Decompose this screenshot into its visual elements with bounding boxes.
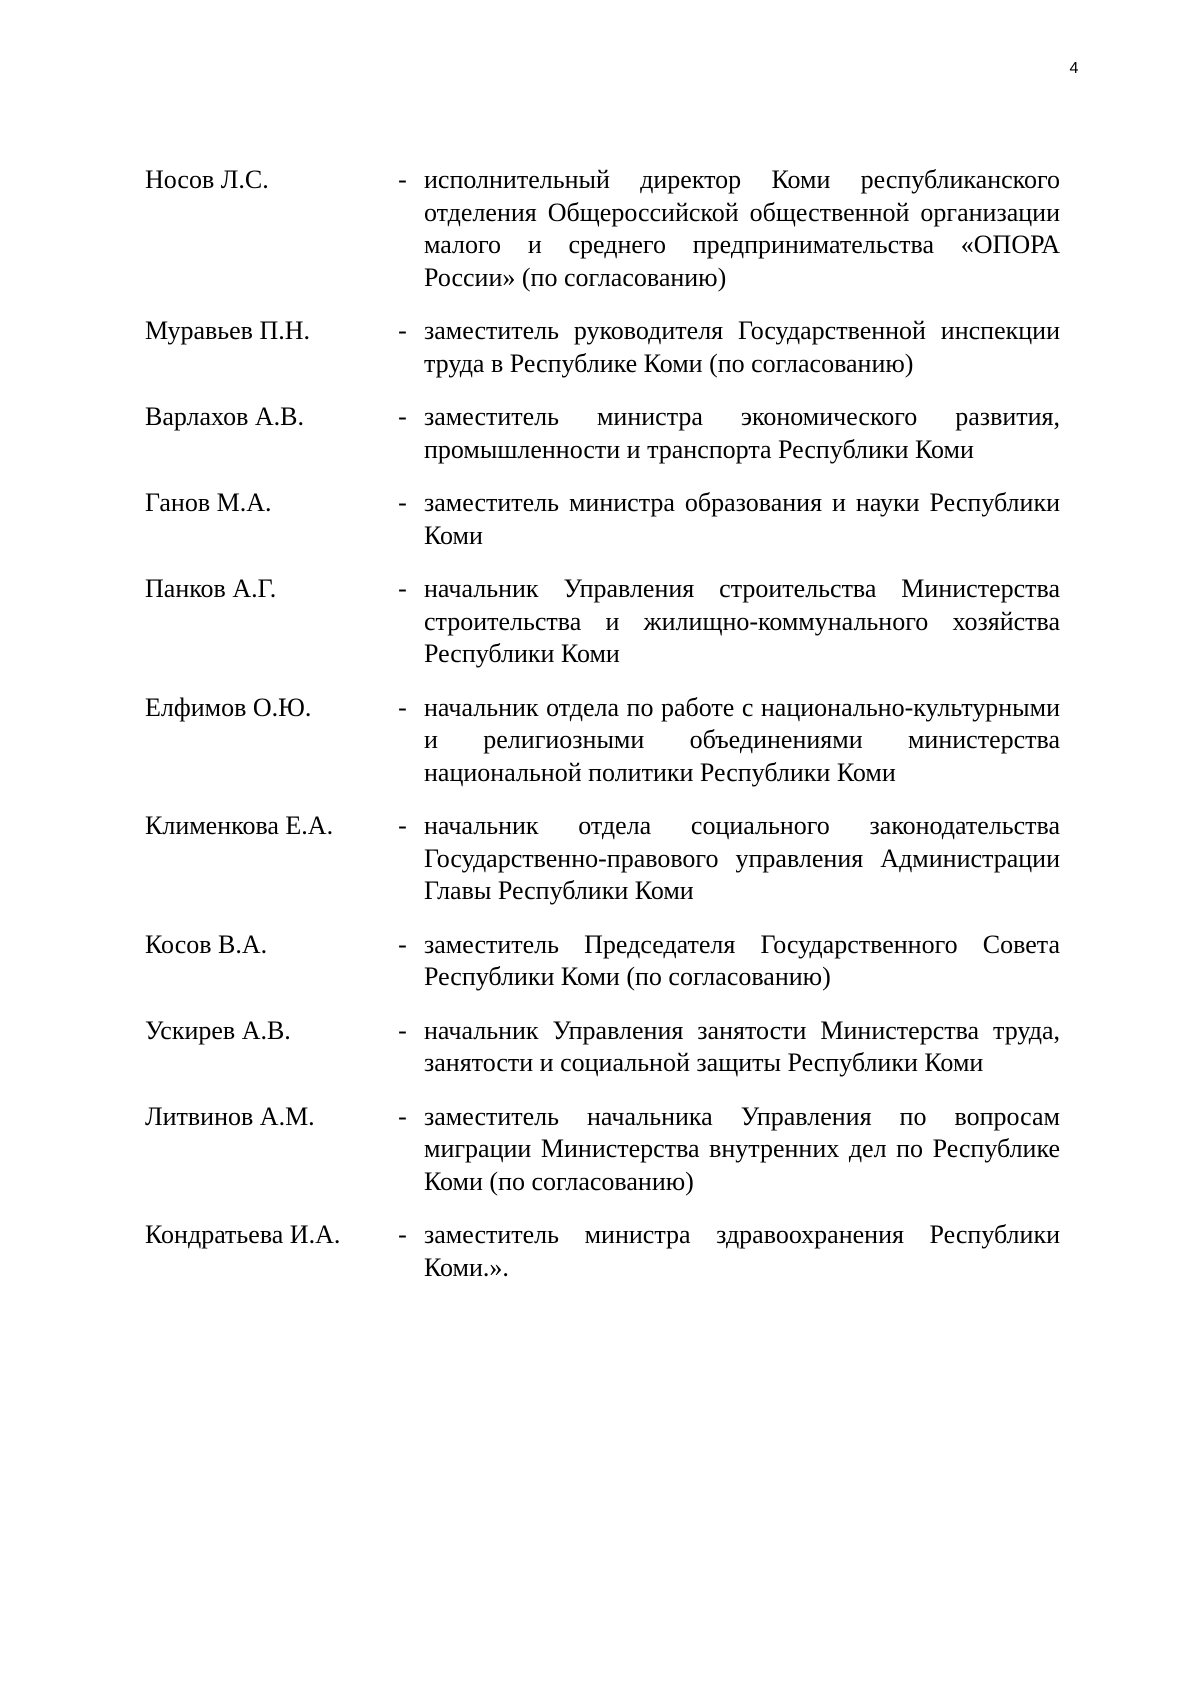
member-name: Муравьев П.Н.	[145, 316, 311, 345]
member-dash: -	[398, 1015, 407, 1045]
member-role: заместитель Председателя Государственного Совета Республики Коми (по согласованию)	[424, 929, 1060, 991]
member-name: Кондратьева И.А.	[145, 1220, 341, 1249]
list-item-ganov	[145, 487, 1060, 552]
list-item-klimenkova	[145, 810, 1060, 908]
list-item-varlakhov	[145, 401, 1060, 466]
list-item-nosov	[145, 164, 1060, 294]
member-dash: -	[398, 692, 407, 722]
member-dash: -	[398, 811, 407, 840]
member-role: заместитель начальника Управления по вопросам миграции Министерства внутренних дел по Республике Коми (по согласованию)	[424, 1101, 1060, 1196]
member-dash: -	[398, 316, 407, 345]
member-dash: -	[398, 488, 407, 517]
list-item-pankov	[145, 573, 1060, 671]
member-dash: -	[398, 574, 407, 603]
member-name: Ганов М.А.	[145, 488, 272, 517]
list-item-kondratyeva	[145, 1219, 1060, 1284]
list-item-elfimov	[145, 692, 1060, 790]
page-number: 4	[1069, 60, 1079, 77]
member-dash: -	[398, 402, 407, 431]
member-role: начальник отдела по работе с национально-культурными и религиозными объединениями министерства национальной политики Республики Коми	[424, 692, 1060, 787]
member-dash: -	[398, 929, 407, 959]
list-item-litvinov	[145, 1101, 1060, 1199]
list-item-uskirev	[145, 1015, 1060, 1080]
member-name: Елфимов О.Ю.	[145, 692, 312, 722]
member-role: заместитель министра здравоохранения Республики Коми.».	[424, 1220, 1060, 1282]
list-item-kosov	[145, 929, 1060, 994]
member-dash: -	[398, 1220, 407, 1249]
list-item-muravyev	[145, 315, 1060, 380]
member-role: исполнительный директор Коми республиканского отделения Общероссийской общественной организации малого и среднего предпринимательства «ОПОРА России» (по согласованию)	[424, 165, 1060, 292]
member-role: заместитель руководителя Государственной инспекции труда в Республике Коми (по согласованию)	[424, 316, 1060, 378]
member-role: начальник Управления строительства Министерства строительства и жилищно-коммунального хозяйства Республики Коми	[424, 574, 1060, 668]
member-role: начальник отдела социального законодательства Государственно-правового управления Администрации Главы Республики Коми	[424, 811, 1060, 905]
member-dash: -	[398, 165, 407, 194]
member-role: начальник Управления занятости Министерства труда, занятости и социальной защиты Республики Коми	[424, 1015, 1060, 1077]
member-name: Косов В.А.	[145, 929, 268, 959]
member-name: Панков А.Г.	[145, 574, 277, 603]
member-name: Носов Л.С.	[145, 165, 269, 194]
member-name: Клименкова Е.А.	[145, 811, 334, 840]
member-role: заместитель министра экономического развития, промышленности и транспорта Республики Коми	[424, 402, 1060, 464]
member-name: Литвинов А.М.	[145, 1101, 315, 1131]
member-dash: -	[398, 1101, 407, 1131]
member-name: Варлахов А.В.	[145, 402, 304, 431]
member-role: заместитель министра образования и науки Республики Коми	[424, 488, 1060, 550]
members-list	[145, 164, 1060, 1305]
member-name: Ускирев А.В.	[145, 1015, 291, 1045]
